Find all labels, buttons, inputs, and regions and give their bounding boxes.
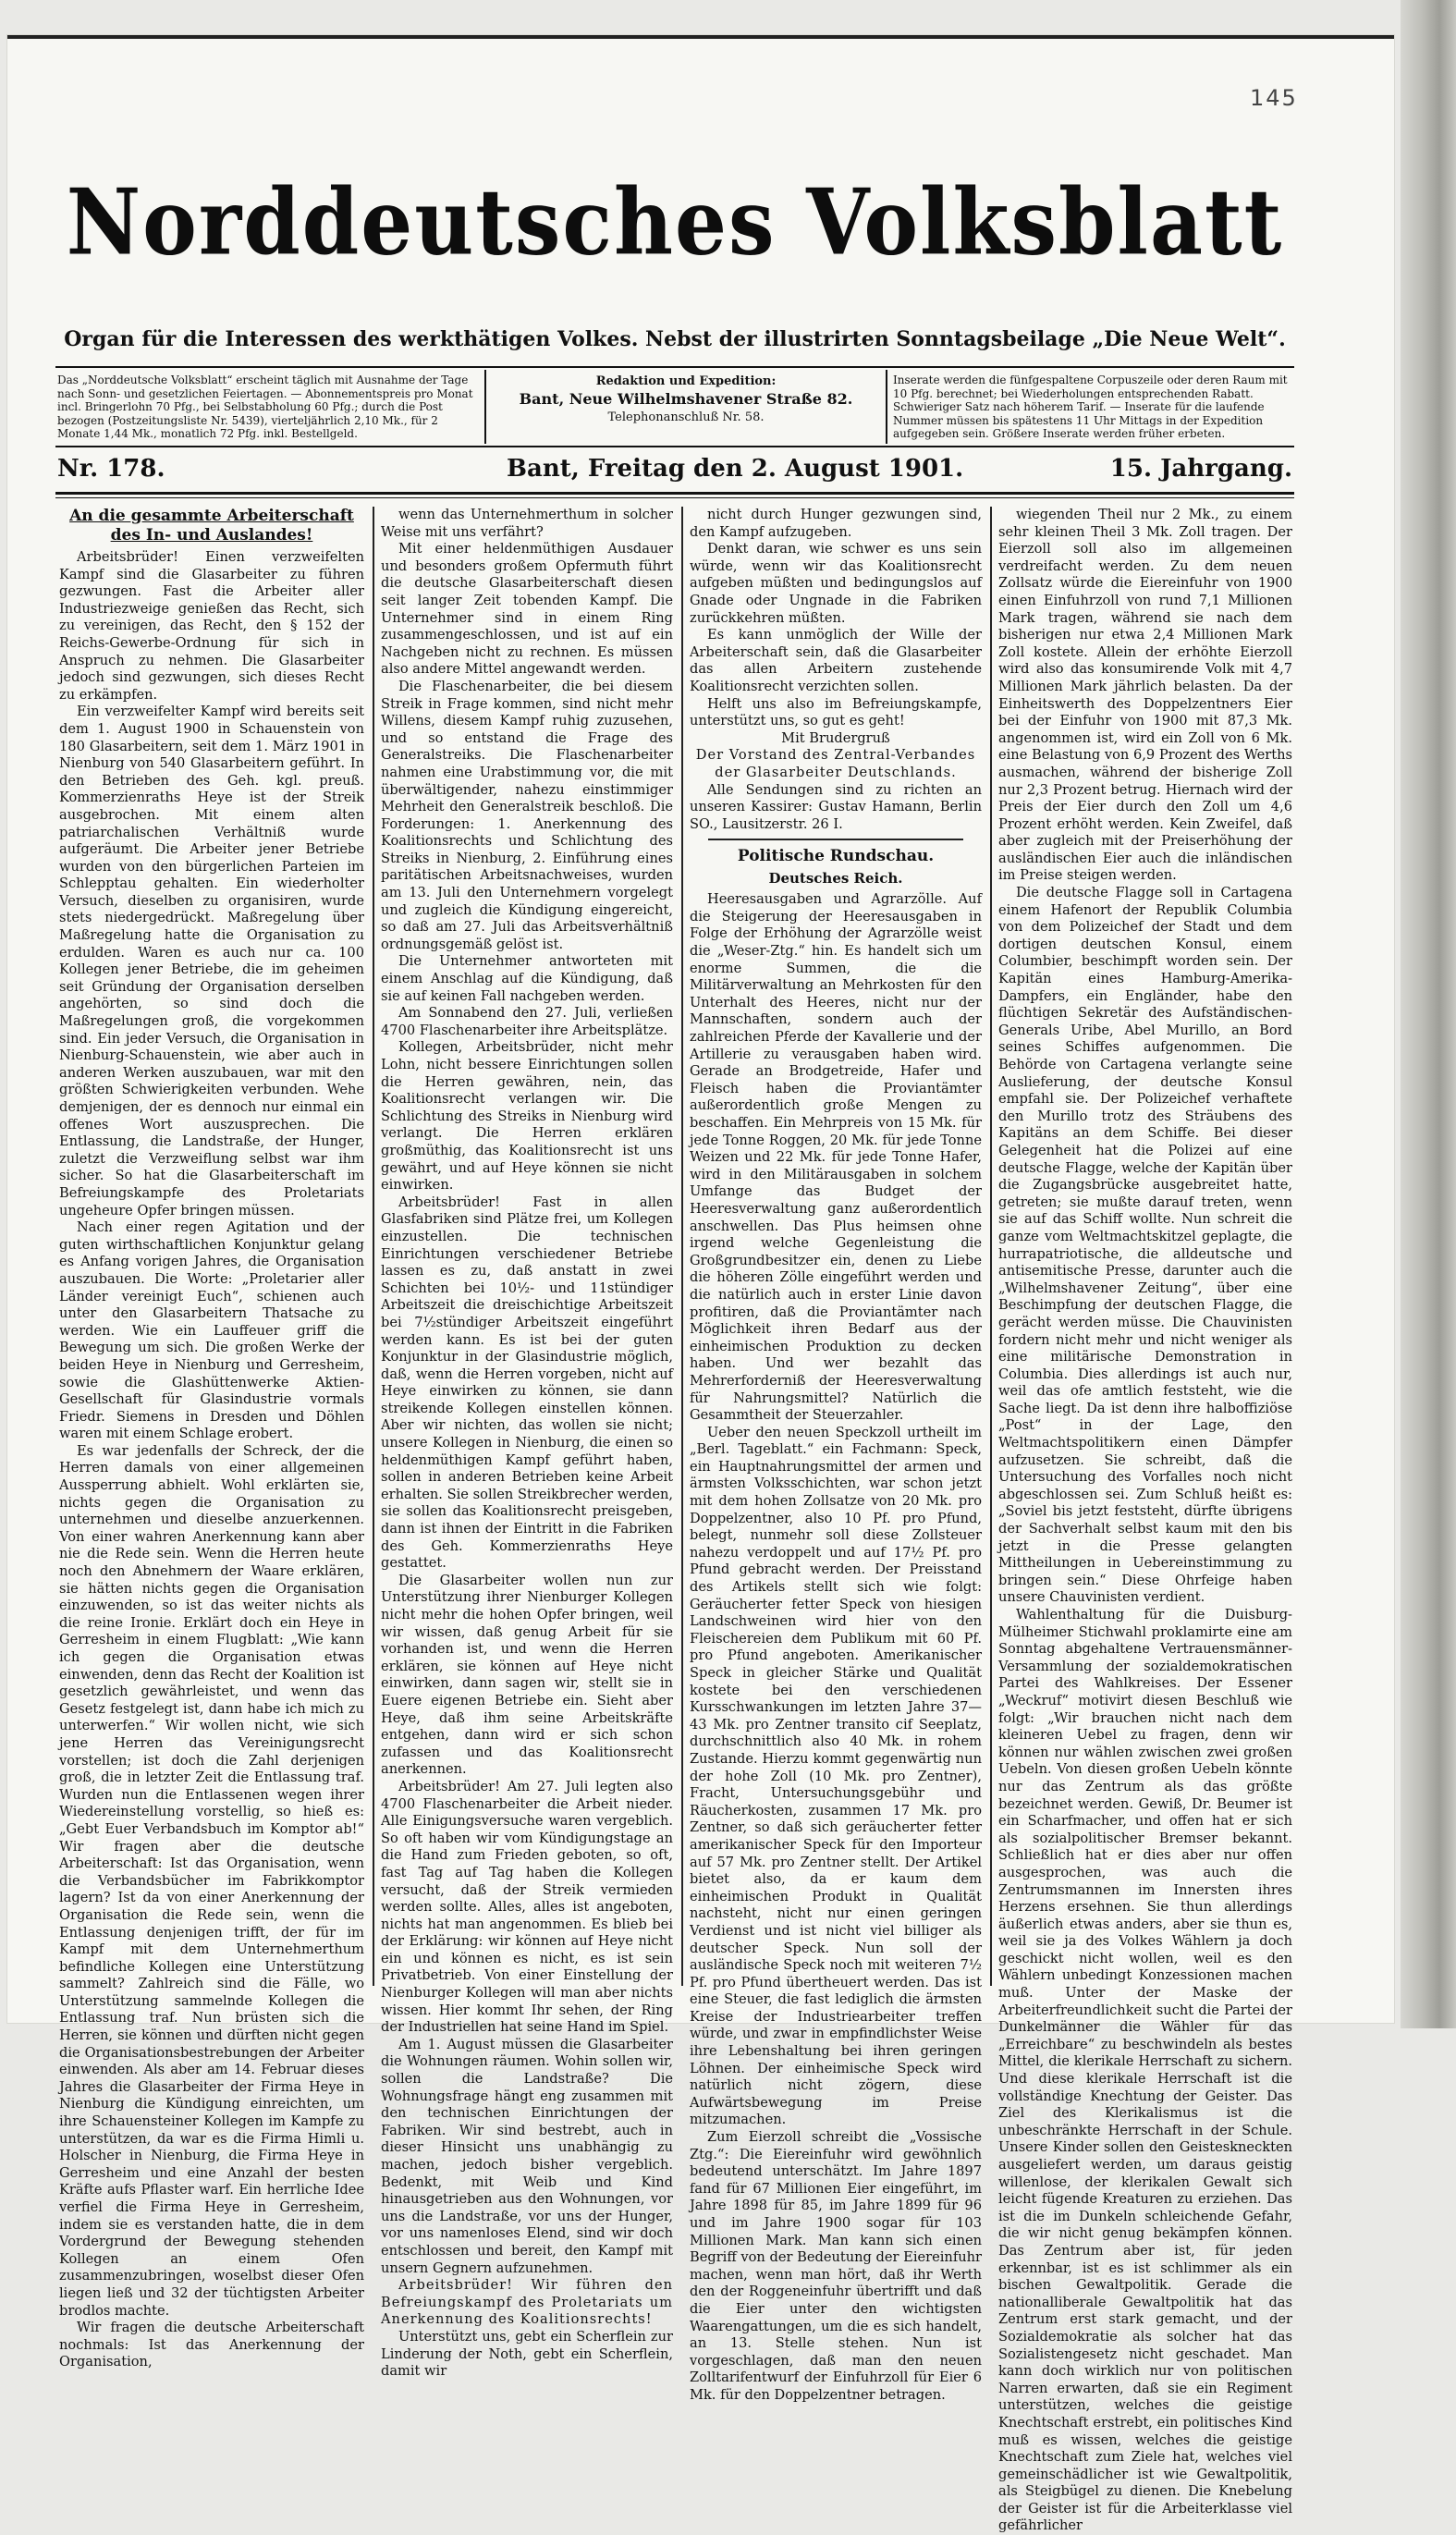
paragraph: Am 1. August müssen die Glasarbeiter die Wohnungen räumen. Wohin sollen wir, sollen die Landstraße? Die Wohnungsfrage hängt eng zusammen mit den technischen Einrichtungen der Fabriken. Wir sind bestrebt, auch in dieser Hinsicht uns unabhängig zu machen, jedoch bisher vergeblich. Bedenkt, mit Weib und Kind hinausgetrieben aus den Wohnungen, vor uns die Landstraße, vor uns der Hunger, vor uns namenloses Elend, sind wir doch entschlossen und bereit, den Kampf mit unsern Gegnern aufzunehmen. [381,2036,673,2276]
paragraph: Ein verzweifelter Kampf wird bereits seit dem 1. August 1900 in Schauenstein von 180 Glasarbeitern, seit dem 1. März 1901 in Nienburg von 540 Glasarbeitern geführt. In den Betrieben des Geh. kgl. preuß. Kommerzienraths Heye ist der Streik ausgebrochen. Mit einem alten patriarchalischen Verhältniß wurde aufgeräumt. Die Arbeiter jener Betriebe wurden von den bürgerlichen Parteien im Schlepptau gehalten. Ein wiederholter Versuch, dieselben zu organisiren, wurde stets niedergedrückt. Maßregelung über Maßregelung hatte die Organisation zu erdulden. Waren es auch nur ca. 100 Kollegen jener Betriebe, die im geheimen seit Gründung der Organisation derselben angehörten, so sind doch die Maßregelungen groß, die vorgekommen sind. Ein jeder Versuch, die Organisation in Nienburg-Schauenstein, wie aber auch in anderen Werken auszubauen, war mit den größten Schwierigkeiten verbunden. Wehe demjenigen, der es dennoch nur einmal ein offenes Wort auszusprechen. Die Entlassung, die Landstraße, der Hunger, zuletzt die Verzweiflung selbst war ihm sicher. So hat die Glasarbeiterschaft im Befreiungskampfe des Proletariats ungeheure Opfer bringen müssen. [59,704,364,1219]
paragraph: Kollegen, Arbeitsbrüder, nicht mehr Lohn, nicht bessere Einrichtungen sollen die Herren gewähren, nein, das Koalitionsrecht verlangen wir. Die Schlichtung des Streiks in Nienburg wird verlangt. Die Herren erklären großmüthig, das Koalitionsrecht ist uns gewährt, und auf Heye können sie nicht einwirken. [381,1039,673,1194]
paragraph: Denkt daran, wie schwer es uns sein würde, wenn wir das Koalitionsrecht aufgeben müßten und bedingungslos auf Gnade oder Ungnade in die Fabriken zurückkehren müßten. [690,541,982,626]
paragraph: Ueber den neuen Speckzoll urtheilt im „Berl. Tageblatt.“ ein Fachmann: Speck, ein Hauptnahrungsmittel der armen und ärmsten Volksschichten, war schon jetzt mit dem hohen Zollsatze von 20 Mk. pro Doppelzentner, also 10 Pf. pro Pfund, belegt, nunmehr soll diese Zollsteuer nahezu verdoppelt und auf 17½ Pf. pro Pfund gebracht werden. Der Preisstand des Artikels stellt sich wie folgt: Geräucherter fetter Speck von hiesigen Landschweinen wird hier von den Fleischereien dem Publikum mit 60 Pf. pro Pfund angeboten. Amerikanischer Speck in gleicher Stärke und Qualität kostete bei den verschiedenen Kursschwankungen im letzten Jahre 37—43 Mk. pro Zentner transito cif Seeplatz, durchschnittlich also 40 Mk. in rohem Zustande. Hierzu kommt gegenwärtig nun der hohe Zoll (10 Mk. pro Zentner), Fracht, Untersuchungsgebühr und Räucherkosten, zusammen 17 Mk. pro Zentner, so daß sich geräucherter fetter amerikanischer Speck für den Importeur auf 57 Mk. pro Zentner stellt. Der Artikel bietet also, da er kaum dem einheimischen Produkt in Qualität nachsteht, nicht nur einen geringen Verdienst und ist nicht viel billiger als deutscher Speck. Nun soll der ausländische Speck noch mit weiteren 7½ Pf. pro Pfund übertheuert werden. Das ist eine Steuer, die fast lediglich die ärmsten Kreise der Industriearbeiter treffen würde, und zwar in empfindlichster Weise ihre Lebenshaltung bei ihren geringen Löhnen. Der einheimische Speck wird natürlich nicht zögern, diese Aufwärtsbewegung im Preise mitzumachen. [690,1424,982,2128]
paragraph: Helft uns also im Befreiungskampfe, unterstützt uns, so gut es geht! [690,695,982,729]
masthead-subtitle: Organ für die Interessen des werkthätigen Volkes. Nebst der illustrirten Sonntagsbeilage „Die Neue Welt“. [64,327,1286,351]
closing-greeting: Mit Brudergruß [781,729,890,746]
paragraph: Arbeitsbrüder! Fast in allen Glasfabriken sind Plätze frei, um Kollegen einzustellen. Die technischen Einrichtungen verschiedener Betriebe lassen es zu, daß anstatt in zwei Schichten bei 10½- und 11stündiger Arbeitszeit die dreischichtige Arbeitszeit bei 7½stündiger Arbeitszeit eingeführt werden kann. Es ist bei der guten Konjunktur in der Glasindustrie möglich, daß, wenn die Herren vorgeben, nicht auf Heye einwirken zu können, sie dann streikende Kollegen einstellen können. Aber wir nichten, das wollen sie nicht; unsere Kollegen in Nienburg, die einen so heldenmüthigen Kampf geführt haben, sollen in anderen Betrieben keine Arbeit erhalten. Sie sollen Streikbrecher werden, sie sollen das Koalitionsrecht preisgeben, dann ist ihnen der Eintritt in die Fabriken des Geh. Kommerzienraths Heye gestattet. [381,1194,673,1572]
column-rule-2 [681,507,683,1986]
paragraph: Mit einer heldenmüthigen Ausdauer und besonders großem Opfermuth führt die deutsche Glasarbeiterschaft diesen seit langer Zeit tobenden Kampf. Die Unternehmer sind in einem Ring zusammengeschlossen, und ist auf ein Nachgeben nicht zu rechnen. Es müssen also andere Mittel angewandt werden. [381,541,673,678]
paragraph: Arbeitsbrüder! Am 27. Juli legten also 4700 Flaschenarbeiter die Arbeit nieder. Alle Einigungsversuche waren vergeblich. So oft haben wir vom Kündigungstage an die Hand zum Frieden geboten, so oft, fast Tag auf Tag haben die Kollegen versucht, daß der Streik vermieden werden sollte. Alles, alles ist angeboten, nichts hat man angenommen. Es blieb bei der Erklärung: wir können auf Heye nicht ein und können es nicht, es ist sein Privatbetrieb. Von einer Einstellung der Nienburger Kollegen will man aber nichts wissen. Hier kommt Ihr sehen, der Ring der Industriellen hat seine Hand im Spiel. [381,1778,673,2036]
paragraph: Die Glasarbeiter wollen nun zur Unterstützung ihrer Nienburger Kollegen nicht mehr die hohen Opfer bringen, weil wir wissen, daß genug Arbeit für sie vorhanden ist, und wenn die Herren erklären, sie können auf Heye nicht einwirken, dann sagen wir, stellt sie in Euere eigenen Betriebe ein. Sieht aber Heye, daß ihm seine Arbeitskräfte entgehen, dann wird er sich schon zufassen und das Koalitionsrecht anerkennen. [381,1572,673,1778]
paragraph: Arbeitsbrüder! Einen verzweifelten Kampf sind die Glasarbeiter zu führen gezwungen. Fast die Arbeiter aller Industriezweige genießen das Recht, sich zu vereinigen, das Recht, den § 152 der Reichs-Gewerbe-Ordnung für sich in Anspruch zu nehmen. Die Glasarbeiter jedoch sind gezwungen, sich dieses Recht zu erkämpfen. [59,549,364,703]
issue-line-rule-thin [55,497,1294,498]
editorial-heading: Redaktion und Expedition: [595,374,777,388]
advertising-info: Inserate werden die fünfgespaltene Corpuszeile oder deren Raum mit 10 Pfg. berechnet; bei Wiederholungen entsprechenden Rabatt. Schwieriger Satz nach höherem Tarif. — Inserate für die laufende Nummer müssen bis spätestens 11 Uhr Mittags in der Expedition aufgegeben sein. Größere Inserate werden früher erbeten. [893,374,1288,440]
issue-number: Nr. 178. [57,455,165,483]
address-note: Alle Sendungen sind zu richten an unseren Kassirer: Gustav Hamann, Berlin SO., Lausitzerstr. 26 I. [690,781,982,832]
header-rule-top [55,366,1294,368]
paragraph: Es war jedenfalls der Schreck, der die Herren damals von einer allgemeinen Aussperrung abhielt. Wohl erklärten sie, nichts gegen die Organisation zu unternehmen und dieselbe anzuerkennen. Von einer wahren Anerkennung kann aber nie die Rede sein. Wenn die Herren heute noch den Abnehmern der Waare erklären, sie hätten nichts gegen die Organisation einzuwenden, so ist das weiter nichts als die reine Ironie. Erklärt doch ein Heye in Gerresheim in einem Flugblatt: „Wie kann ich gegen die Organisation etwas einwenden, denn das Recht der Koalition ist gesetzlich gewährleistet, und wenn das Gesetz festgelegt ist, dann habe ich mich zu unterwerfen.“ Wir wollen nicht, wie sich jene Herren das Vereinigungsrecht vorstellen; ist doch die Zahl derjenigen groß, die in letzter Zeit die Entlassung traf. Wurden nun die Entlassenen wegen ihrer Wiedereinstellung vorstellig, so hieß es: „Gebt Euer Verbandsbuch im Komptor ab!“ Wir fragen aber die deutsche Arbeiterschaft: Ist das Organisation, wenn die Verbandsbücher im Fabrikkomptor lagern? Ist da von einer Anerkennung der Organisation die Rede sein, wenn die Entlassung denjenigen trifft, der für im Kampf mit dem Unternehmerthum befindliche Kollegen eine Unterstützung sammelt? Zahlreich sind die Fälle, wo Unterstützung sammelnde Kollegen die Entlassung traf. Nun brüsten sich die Herren, sie können und dürften nicht gegen die Organisationsbestrebungen der Arbeiter einwenden. Als aber am 14. Februar dieses Jahres die Glasarbeiter der Firma Heye in Nienburg die Kündigung einreichten, um ihre Schauensteiner Kollegen im Kampfe zu unterstützen, da war es die Firma Himli u. Holscher in Nienburg, die Firma Heye in Gerresheim und eine Anzahl der besten Kräfte aufs Pflaster warf. Ein herrliche Idee verfiel die Firma Heye in Gerresheim, indem sie es verstanden hatte, die in dem Vordergrund der Bewegung stehenden Kollegen an einem Ofen zusammenzubringen, woselbst dieser Ofen liegen ließ und 32 der tüchtigsten Arbeiter brodlos machte. [59,1442,364,2319]
paragraph: Die Unternehmer antworteten mit einem Anschlag auf die Kündigung, daß sie auf keinen Fall nachgeben werden. [381,953,673,1004]
appeal-heading: An die gesammte Arbeiterschaft des In- und Auslandes! [69,507,354,545]
page-number: 145 [1250,85,1298,111]
masthead-title: Norddeutsches Volksblatt [66,167,1284,276]
paragraph: nicht durch Hunger gezwungen sind, den Kampf aufzugeben. [690,507,982,540]
paragraph: Es kann unmöglich der Wille der Arbeiterschaft sein, daß die Glasarbeiter das allen Arbeitern zustehende Koalitionsrecht verzichten sollen. [690,627,982,694]
header-rule-bottom [55,446,1294,447]
paragraph: Wahlenthaltung für die Duisburg-Mülheimer Stichwahl proklamirte eine am Sonntag abgehaltene Vertrauensmänner-Versammlung der sozialdemokratischen Partei des Wahlkreises. Der Essener „Weckruf“ motivirt diesen Beschluß wie folgt: „Wir brauchen nicht nach dem kleineren Uebel zu fragen, denn wir können nur wählen zwischen zwei großen Uebeln. Von diesen großen Uebeln könnte nur das Zentrum als das größte bezeichnet werden. Gewiß, Dr. Beumer ist ein Scharfmacher, und offen hat er sich als sozialpolitischer Bremser bekannt. Schließlich hat er dies aber nur offen ausgesprochen, was auch die Zentrumsmannen im Innersten ihres Herzens ersehnen. Sie thun allerdings äußerlich etwas anders, aber sie thun es, weil sie ja des Volkes Wählern ja doch geschickt nicht wollen, weil es den Wählern unbedingt Konzessionen machen muß. Unter der Maske der Arbeiterfreundlichkeit sucht die Partei der Dunkelmänner die Wähler für das „Erreichbare“ zu beschwindeln als bestes Mittel, die klerikale Herrschaft zu sichern. Und diese klerikale Herrschaft ist die vollständige Knechtung der Geister. Das Ziel des Klerikalismus ist die unbeschränkte Herrschaft in der Schule. Unsere Kinder sollen den Geisteskneckten ausgeliefert werden, um daraus geistig willenlose, der klerikalen Gewalt sich leicht fügende Kreaturen zu erziehen. Das ist die im Dunkeln schleichende Gefahr, die wir nicht genug bekämpfen können. Das Zentrum aber ist, für jeden erkennbar, ist es ist schlimmer als ein bischen Gewaltpolitik. Gerade die nationalliberale Gewaltpolitik hat das Zentrum erst stark gemacht, und der Sozialdemokratie als solcher hat das Sozialistengesetz nicht geschadet. Man kann doch wirklich nur von politischen Narren erwarten, daß sie ein Regiment unterstützen, welches die geistige Knechtschaft erstrebt, ein politisches Kind muß es wissen, welches die geistige Knechtschaft zum Ziele hat, welches viel gemeinschädlicher ist wie Gewaltpolitik, als Steigbügel zu dienen. Die Knebelung der Geister ist für die Arbeiterklasse viel gefährlicher [998,1607,1292,2534]
column-4 [998,507,1292,2534]
book-binding [1401,0,1456,2028]
column-rule-1 [373,507,374,1986]
paragraph: Die Flaschenarbeiter, die bei diesem Streik in Frage kommen, sind nicht mehr Willens, diesem Kampf ruhig zuzusehen, und so entstand die Frage des Generalstreiks. Die Flaschenarbeiter nahmen eine Urabstimmung vor, die mit überwältigender, nahezu einstimmiger Mehrheit den Generalstreik beschloß. Die Forderungen: 1. Anerkennung des Koalitionsrechts und Schlichtung des Streiks in Nienburg, 2. Einführung eines paritätischen Arbeitsnachweises, wurden am 13. Juli den Unternehmern vorgelegt und zugleich die Kündigung eingereicht, so daß am 27. Juli das Arbeitsverhältniß ordnungsgemäß gelöst ist. [381,678,673,952]
paragraph: Am Sonnabend den 27. Juli, verließen 4700 Flaschenarbeiter ihre Arbeitsplätze. [381,1005,673,1038]
subscription-info: Das „Norddeutsche Volksblatt“ erscheint täglich mit Ausnahme der Tage nach Sonn- und gesetzlichen Feiertagen. — Abonnementspreis pro Monat incl. Bringerlohn 70 Pfg., bei Selbstabholung 60 Pfg.; durch die Post bezogen (Postzeitungsliste Nr. 5439), vierteljährlich 2,10 Mk., für 2 Monate 1,44 Mk., monatlich 72 Pfg. inkl. Bestellgeld. [57,374,473,440]
section-heading: Politische Rundschau. [737,847,935,866]
paragraph: Unterstützt uns, gebt ein Scherflein zur Linderung der Noth, gebt ein Scherflein, damit wir [381,2328,673,2380]
header-divider-left [484,370,486,444]
column-rule-3 [990,507,992,1986]
paragraph: wiegenden Theil nur 2 Mk., zu einem sehr kleinen Theil 3 Mk. Zoll tragen. Der Eierzoll soll also im allgemeinen verdreifacht werden. Zu dem neuen Zollsatz würde die Eiereinfuhr von 1900 einen Einfuhrzoll von rund 7,1 Millionen Mark tragen, während sie nach dem bisherigen nur etwa 2,4 Millionen Mark Zoll kostete. Allein der erhöhte Eierzoll wird also das konsumirende Volk mit 4,7 Millionen Mark jährlich belasten. Da der Einheitswerth des Doppelzentners Eier bei der Einfuhr von 1900 mit 87,3 Mk. angenommen ist, wird ein Zoll von 6 Mk. eine Belastung von 6,9 Prozent des Werths ausmachen, während der bisherige Zoll nur 2,3 Prozent betrug. Hiernach wird der Preis der Eier durch den Zoll um 4,6 Prozent erhöht werden. Kein Zweifel, daß aber zugleich mit der Preiserhöhung der ausländischen Eier auch die inländischen im Preise steigen werden. [998,507,1292,884]
paragraph: wenn das Unternehmerthum in solcher Weise mit uns verfährt? [381,507,673,540]
section-separator [708,839,963,840]
editorial-address: Bant, Neue Wilhelmshavener Straße 82. [519,390,853,408]
paragraph: Nach einer regen Agitation und der guten wirthschaftlichen Konjunktur gelang es Anfang vorigen Jahres, die Organisation auszubauen. Die Worte: „Proletarier aller Länder vereinigt Euch“, schienen auch unter den Glasarbeitern Thatsache zu werden. Wie ein Lauffeuer griff die Bewegung um sich. Die großen Werke der beiden Heye in Nienburg und Gerresheim, sowie die Glashüttenwerke Aktien-Gesellschaft für Glasindustrie vormals Friedr. Siemens in Dresden und Döhlen waren mit einem Schlage erobert. [59,1219,364,1442]
issue-line-rule [55,492,1294,495]
issue-place-date: Bant, Freitag den 2. August 1901. [507,455,964,483]
subsection-heading: Deutsches Reich. [768,870,903,888]
column-1 [59,507,364,2370]
column-3 [690,507,982,2403]
paragraph: Die deutsche Flagge soll in Cartagena einem Hafenort der Republik Columbia von dem Polizeichef der Stadt und dem dortigen deutschen Konsul, einem Columbier, beschimpft worden sein. Der Kapitän eines Hamburg-Amerika-Dampfers, ein Engländer, habe den flüchtigen Sekretär des Aufständischen-Generals Uribe, Abel Murillo, an Bord seines Schiffes aufgenommen. Die Behörde von Cartagena verlangte seine Auslieferung, der deutsche Konsul empfahl sie. Der Polizeichef verhaftete den Murillo trotz des Sträubens des Kapitäns an dem Schiffe. Bei dieser Gelegenheit hat die Polizei auf eine deutsche Flagge, welche der Kapitän über die Zugangsbrücke ausgebreitet hatte, getreten; sie mußte darauf treten, wenn sie auf das Schiff wollte. Nun schreit die ganze vom Weltmachtskitzel geplagte, die hurrapatriotische, die alldeutsche und antisemitische Presse, darunter auch die „Wilhelmshavener Zeitung“, über eine Beschimpfung der deutschen Flagge, die gerächt werden müsse. Die Chauvinisten fordern nicht mehr und nicht weniger als eine militärische Demonstration in Columbia. Dies allerdings ist auch nur, weil das ofe amtlich feststeht, wie die Sache liegt. Da ist denn ihre halboffiziöse „Post“ in der Lage, den Weltmachtspolitikern einen Dämpfer aufzusetzen. Sie schreibt, daß die Untersuchung des Vorfalles noch nicht abgeschlossen sei. Zum Schluß heißt es: „Soviel bis jetzt feststeht, dürfte übrigens der Sachverhalt selbst kaum mit den bis jetzt in die Presse gelangten Mittheilungen in Uebereinstimmung zu bringen sein.“ Diese Ohrfeige haben unsere Chauvinisten verdient. [998,885,1292,1606]
issue-volume: 15. Jahrgang. [1109,455,1292,483]
paragraph: Heeresausgaben und Agrarzölle. Auf die Steigerung der Heeresausgaben in Folge der Erhöhung der Agrarzölle weist die „Weser-Ztg.“ hin. Es handelt sich um enorme Summen, die die Militärverwaltung an Mehrkosten für den Unterhalt des Heeres, nicht nur der Mannschaften, sondern auch der zahlreichen Pferde der Kavallerie und der Artillerie zu verausgaben haben wird. Gerade an Brodgetreide, Hafer und Fleisch haben die Proviantämter außerordentlich große Mengen zu beschaffen. Ein Mehrpreis von 15 Mk. für jede Tonne Roggen, 20 Mk. für jede Tonne Weizen und 22 Mk. für jede Tonne Hafer, wird in den Militärausgaben in solchem Umfange das Budget der Heeresverwaltung ganz außerordentlich anschwellen. Das Plus heimsen ohne irgend welche Gegenleistung die Großgrundbesitzer ein, denen zu Liebe die höheren Zölle eingeführt werden und die natürlich auch in erster Linie davon profitiren, daß die Proviantämter nach Möglichkeit ihren Bedarf aus der einheimischen Produktion zu decken haben. Und wer bezahlt das Mehrerforderniß der Heeresverwaltung für Nahrungsmittel? Natürlich die Gesammtheit der Steuerzahler. [690,891,982,1424]
signature: Der Vorstand des Zentral-Verbandes der Glasarbeiter Deutschlands. [695,747,976,780]
paragraph: Zum Eierzoll schreibt die „Vossische Ztg.“: Die Eiereinfuhr wird gewöhnlich bedeutend unterschätzt. Im Jahre 1897 fand für 67 Millionen Eier eingeführt, im Jahre 1898 für 85, im Jahre 1899 für 96 und im Jahre 1900 sogar für 103 Millionen Mark. Man kann sich einen Begriff von der Bedeutung der Eiereinfuhr machen, wenn man hört, daß ihr Werth den der Roggeneinfuhr übertrifft und daß die Eier unter den wichtigsten Waarengattungen, um die es sich handelt, an 13. Stelle stehen. Nun ist vorgeschlagen, daß man den neuen Zolltarifentwurf der Einfuhrzoll für Eier 6 Mk. für den Doppelzentner betragen. [690,2129,982,2403]
paragraph: Arbeitsbrüder! Wir führen den Befreiungskampf des Proletariats um Anerkennung des Koalitionsrechts! [381,2277,673,2328]
top-edge-rule [7,35,1394,39]
paragraph: Wir fragen die deutsche Arbeiterschaft nochmals: Ist das Anerkennung der Organisation, [59,2320,364,2370]
column-2 [381,507,673,2380]
editorial-office-info [492,374,880,440]
header-divider-right [886,370,887,444]
editorial-phone: Telephonanschluß Nr. 58. [607,410,765,424]
